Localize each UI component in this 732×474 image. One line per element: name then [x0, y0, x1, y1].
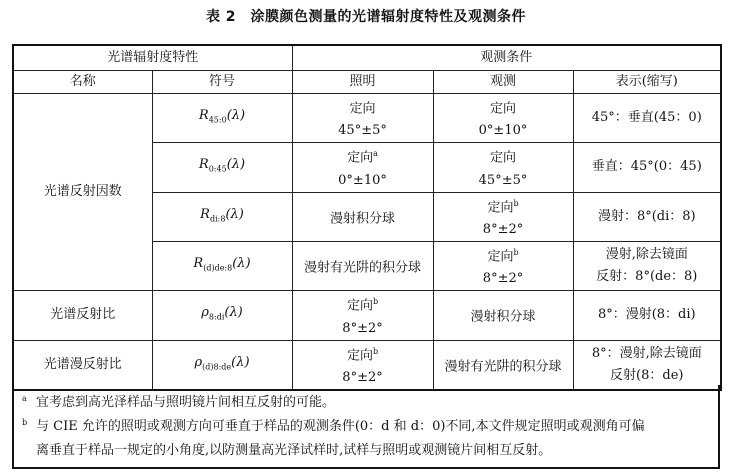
header-group-conditions: 观测条件 — [292, 45, 721, 71]
symbol-cell: $\rho_{8:di}(\lambda)$ — [152, 291, 292, 340]
observation-cell: 定向$^b$ 8°±2° — [433, 192, 573, 241]
observation-cell: 漫射有光阱的积分球 — [433, 340, 573, 390]
symbol-cell: $R_{45:0}(\lambda)$ — [152, 94, 292, 143]
illumination-cell: 定向 45°±5° — [292, 94, 433, 143]
footnote-text-continued: 离垂直于样品一规定的小角度,以防测量高光泽试样时,试样与照明或观测镜片间相互反射。 — [36, 443, 552, 458]
header-illumination: 照明 — [292, 71, 433, 94]
observation-cell: 定向 0°±10° — [433, 94, 573, 143]
illumination-cell: 定向$^b$ 8°±2° — [292, 340, 433, 390]
table-title: 表 2 涂膜颜色测量的光谱辐射度特性及观测条件 — [205, 9, 527, 25]
symbol-cell: $R_{0:45}(\lambda)$ — [152, 143, 292, 192]
symbol-cell: $R_{di:8}(\lambda)$ — [152, 192, 292, 241]
illumination-cell: 漫射积分球 — [292, 192, 433, 241]
observation-cell: 定向 45°±5° — [433, 143, 573, 192]
table-row — [13, 94, 721, 143]
observation-cell: 漫射积分球 — [433, 291, 573, 340]
footnote-b — [22, 415, 706, 463]
observation-cell: 定向$^b$ 8°±2° — [433, 241, 573, 290]
header-observation: 观测 — [433, 71, 573, 94]
abbreviation-cell: 8°：漫射(8：di) — [573, 291, 721, 340]
symbol-cell: $R_{(d)de:8}(\lambda)$ — [152, 241, 292, 290]
table-notes — [12, 385, 720, 469]
header-name: 名称 — [13, 71, 152, 94]
abbreviation-cell: 垂直：45°(0：45) — [573, 143, 721, 192]
abbreviation-cell: 漫射：8°(di：8) — [573, 192, 721, 241]
group-diffuse-ratio: 光谱漫反射比 — [13, 340, 152, 390]
abbreviation-cell: 漫射,除去镜面 反射：8°(de：8) — [573, 241, 721, 290]
spectral-conditions-table — [12, 44, 722, 391]
header-group-spectral: 光谱辐射度特性 — [13, 45, 292, 71]
header-abbreviation: 表示(缩写) — [573, 71, 721, 94]
group-reflectance-ratio: 光谱反射比 — [13, 291, 152, 340]
illumination-cell: 定向$^b$ 8°±2° — [292, 291, 433, 340]
header-symbol: 符号 — [152, 71, 292, 94]
illumination-cell: 漫射有光阱的积分球 — [292, 241, 433, 290]
footnote-marker: a — [22, 394, 27, 403]
table-row — [13, 291, 721, 340]
footnote-marker: b — [22, 418, 28, 427]
footnote-a — [22, 391, 706, 415]
abbreviation-cell: 8°：漫射,除去镜面 反射(8：de) — [573, 340, 721, 390]
symbol-cell: $\rho_{(d)8:de}(\lambda)$ — [152, 340, 292, 390]
table-row — [13, 340, 721, 390]
illumination-cell: 定向$^a$ 0°±10° — [292, 143, 433, 192]
abbreviation-cell: 45°：垂直(45：0) — [573, 94, 721, 143]
group-reflectance-factor: 光谱反射因数 — [13, 94, 152, 291]
footnote-text: 宜考虑到高光泽样品与照明镜片间相互反射的可能。 — [36, 395, 336, 410]
footnote-text: 与 CIE 允许的照明或观测方向可垂直于样品的观测条件(0：d 和 d：0)不同,本文件规定照明或观测角可偏 — [36, 419, 645, 434]
